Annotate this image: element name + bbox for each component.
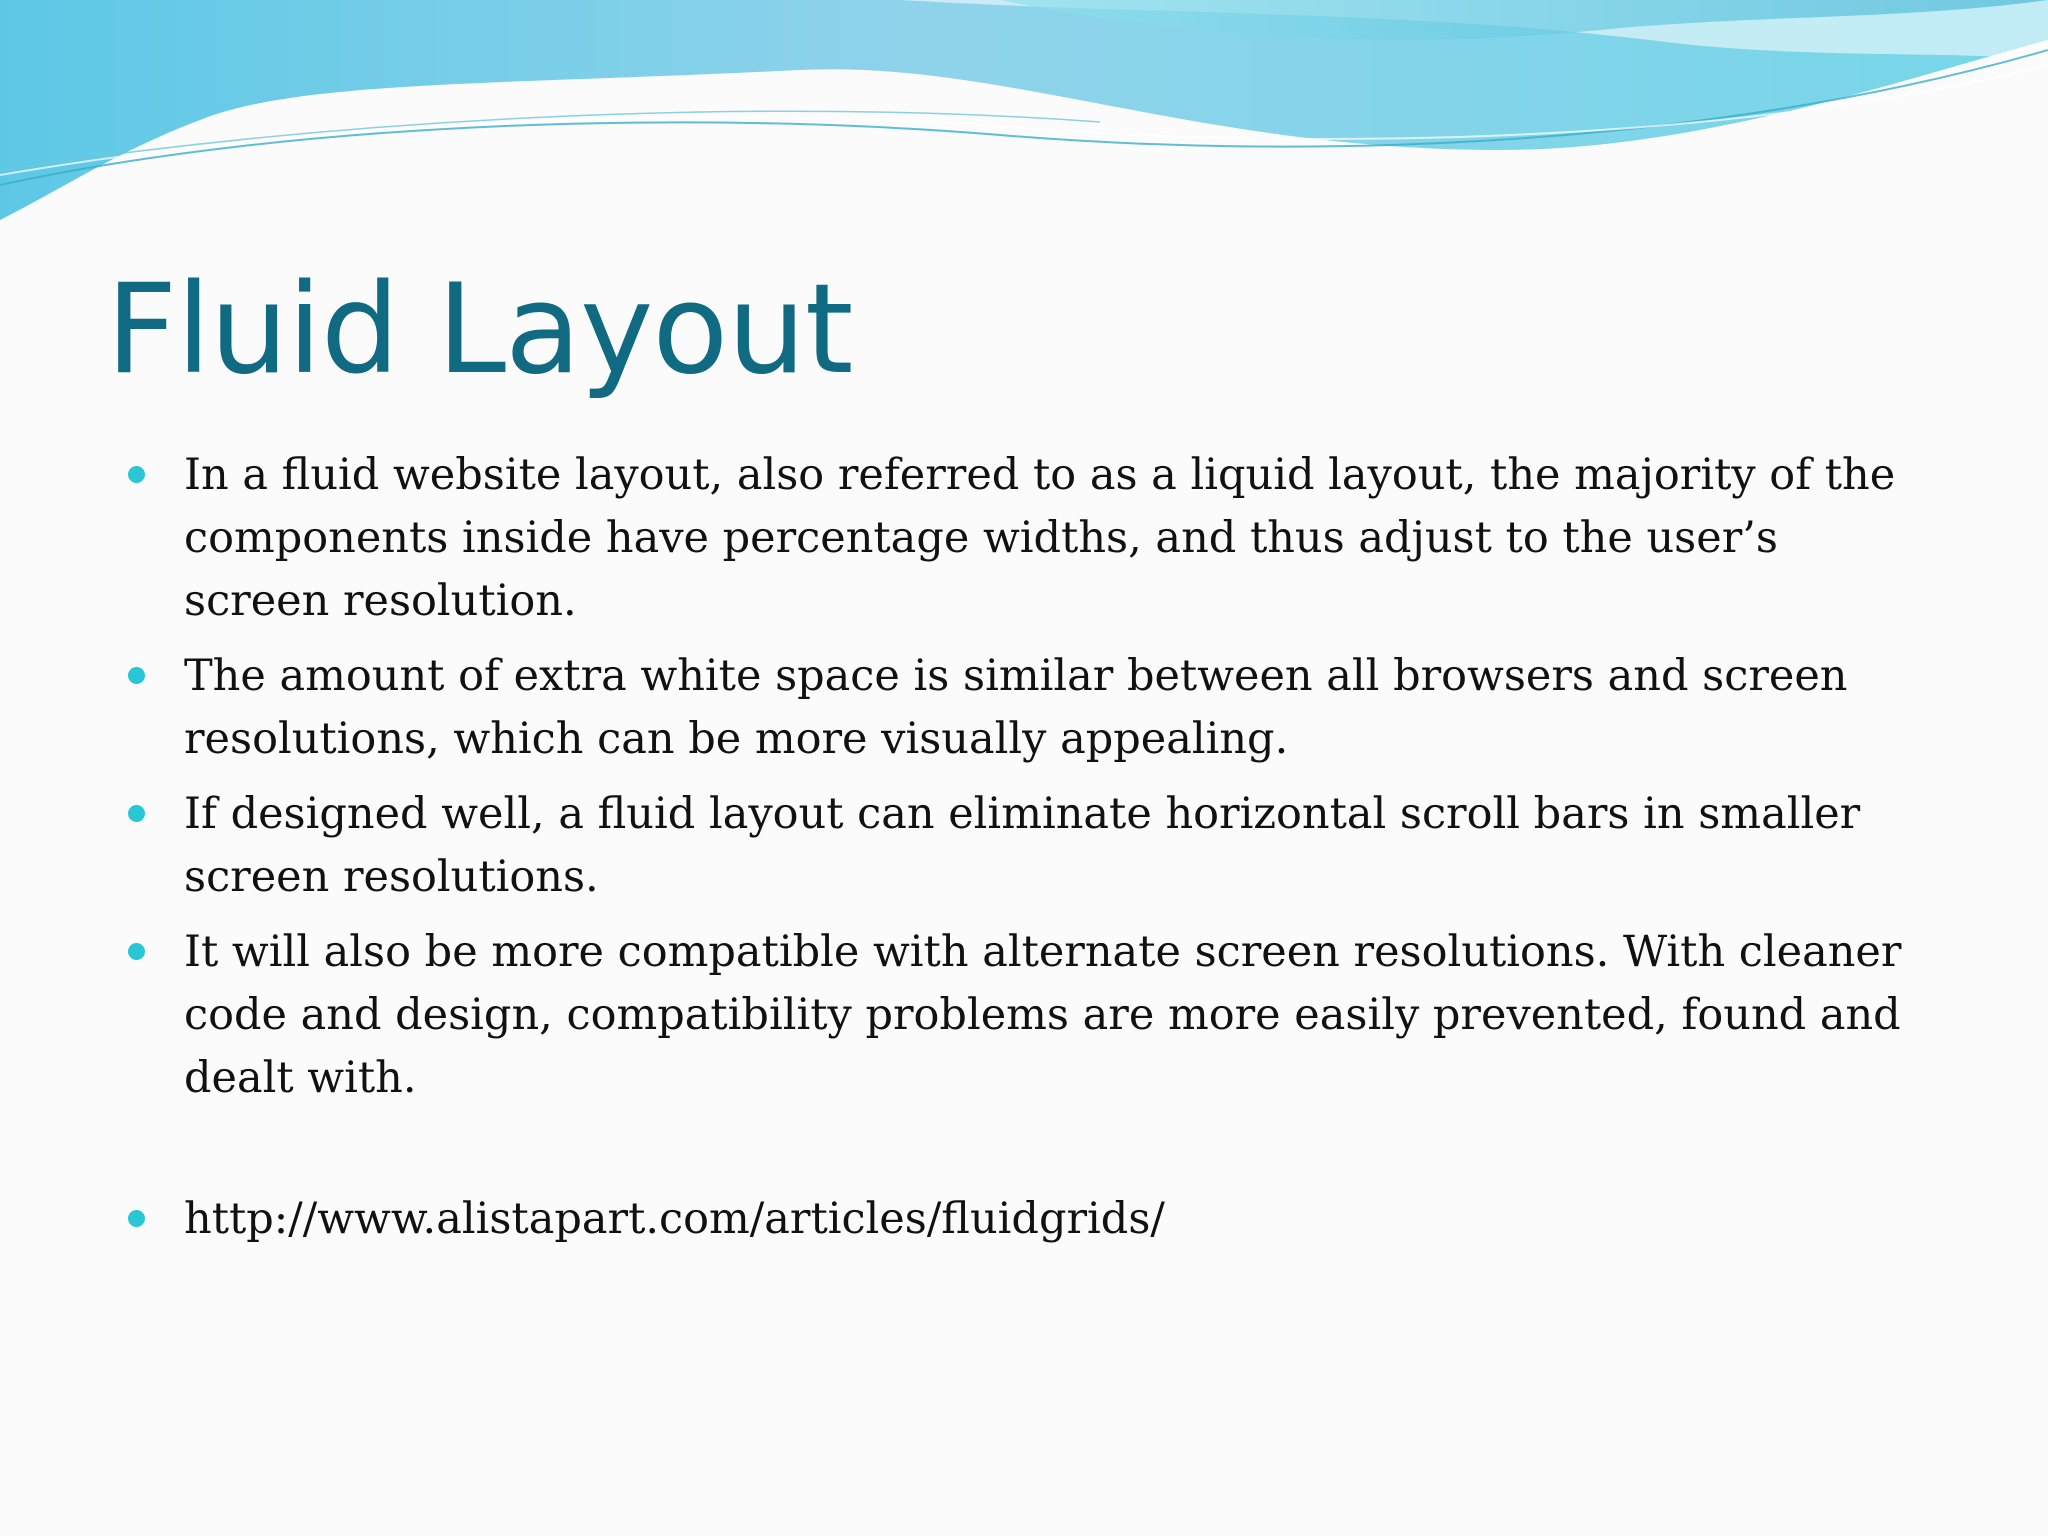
list-item: [128, 921, 1928, 1110]
bullet-text: If designed well, a fluid layout can eliminate horizontal scroll bars in smaller screen resolutions.: [184, 789, 1861, 902]
bullet-text: It will also be more compatible with alternate screen resolutions. With cleaner code and design, compatibility problems are more easily prevented, found and dealt with.: [184, 927, 1902, 1103]
slide-title: Fluid Layout: [106, 258, 853, 402]
list-item: [128, 783, 1928, 909]
list-item: [128, 645, 1928, 771]
bullet-text: The amount of extra white space is similar between all browsers and screen resolutions, which can be more visually appealing.: [184, 651, 1848, 764]
bullet-list: [128, 444, 1928, 1263]
bullet-text: In a fluid website layout, also referred to as a liquid layout, the majority of the components inside have percentage widths, and thus adjust to the user’s screen resolution.: [184, 450, 1896, 626]
wave-decoration-icon: [0, 0, 2048, 240]
bullet-dot-icon: [128, 805, 145, 822]
bullet-dot-icon: [128, 943, 145, 960]
bullet-dot-icon: [128, 1210, 145, 1227]
bullet-dot-icon: [128, 667, 145, 684]
list-item: [128, 444, 1928, 633]
list-item: [128, 1188, 1928, 1251]
bullet-dot-icon: [128, 466, 145, 483]
reference-link[interactable]: http://www.alistapart.com/articles/fluidgrids/: [184, 1194, 1165, 1244]
